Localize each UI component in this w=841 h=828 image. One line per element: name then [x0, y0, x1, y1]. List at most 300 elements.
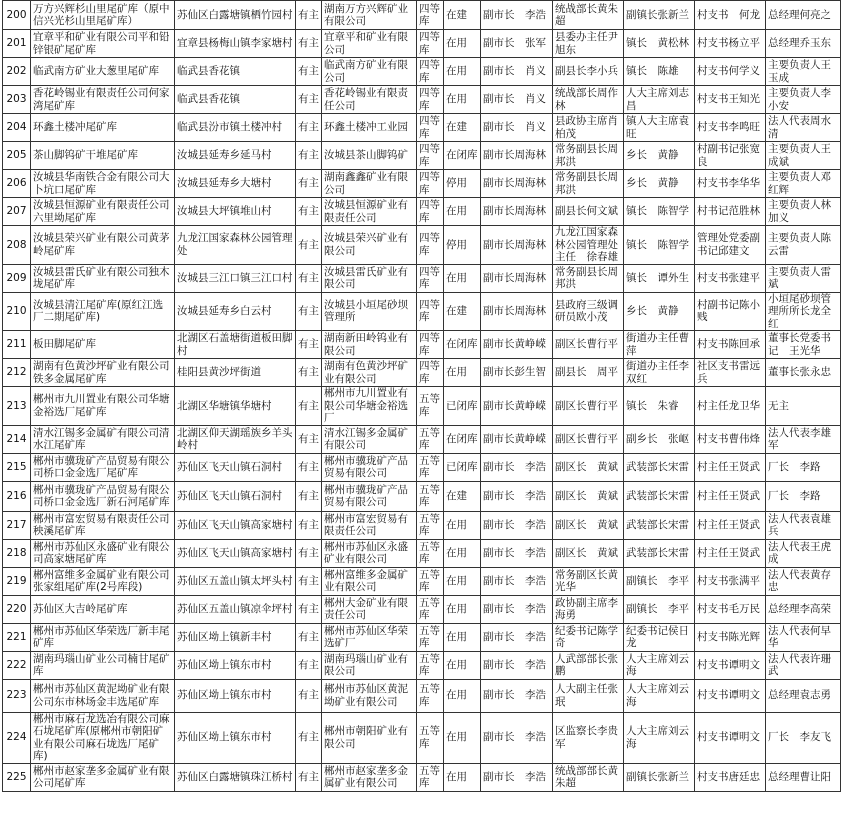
- cell-town: 县政协主席肖柏茂: [553, 114, 624, 142]
- cell-county: 副市长 肖义: [481, 58, 553, 86]
- cell-own: 有主: [296, 387, 322, 426]
- cell-town: 区监察长李贵军: [553, 712, 624, 763]
- cell-comp: 郴州市赵家垄多金属矿业有限公司: [322, 763, 417, 791]
- cell-village: 街道办主任曹萍: [624, 331, 695, 359]
- cell-loc: 苏仙区坳上镇东市村: [175, 712, 296, 763]
- cell-county: 副市长 李浩: [481, 511, 553, 539]
- cell-status: 在用: [444, 679, 481, 712]
- cell-comp: 湖南新田岭钨业有限公司: [322, 331, 417, 359]
- cell-status: 已闭库: [444, 387, 481, 426]
- cell-loc: 北湖区华塘镇华塘村: [175, 387, 296, 426]
- cell-own: 有主: [296, 226, 322, 265]
- cell-cun: 村支书曹伟烽: [695, 425, 766, 453]
- cell-comp: 湖南有色黄沙坪矿业有限公司: [322, 359, 417, 387]
- cell-village: 副镇长 李平: [624, 567, 695, 595]
- cell-no: 216: [3, 481, 31, 511]
- cell-name: 万方兴辉杉山里尾矿库（原中信兴光杉山里尾矿库）: [31, 1, 175, 30]
- cell-comp: 郴州市苏仙区华荣选矿厂: [322, 623, 417, 651]
- cell-grade: 五等库: [417, 623, 444, 651]
- table-row: [3, 1, 841, 30]
- cell-status: 在用: [444, 264, 481, 292]
- table-row: [3, 292, 841, 331]
- cell-county: 副市长 李浩: [481, 623, 553, 651]
- cell-name: 香花岭锡业有限责任公司何家湾尾矿库: [31, 86, 175, 114]
- cell-village: 镇长 陈智学: [624, 226, 695, 265]
- cell-name: 湖南玛瑙山矿业公司楠甘尾矿库: [31, 651, 175, 679]
- cell-town: 副区长 黄斌: [553, 453, 624, 481]
- cell-resp: 主要负责人邓红辉: [766, 170, 841, 198]
- cell-no: 225: [3, 763, 31, 791]
- cell-name: 宜章平和矿业有限公司平和铅锌银矿尾矿库: [31, 30, 175, 58]
- cell-town: 县政府三级调研员欧小茂: [553, 292, 624, 331]
- cell-cun: 村副书记张宽良: [695, 142, 766, 170]
- cell-no: 211: [3, 331, 31, 359]
- cell-no: 223: [3, 679, 31, 712]
- cell-name: 郴州市骥珑矿产品贸易有限公司桥口金金选厂新石河尾矿库: [31, 481, 175, 511]
- cell-name: 汝城县荣兴矿业有限公司黄茅岭尾矿库: [31, 226, 175, 265]
- cell-cun: 村支书陈回承: [695, 331, 766, 359]
- cell-no: 207: [3, 198, 31, 226]
- cell-comp: 郴州市苏仙区永盛矿业有限公司: [322, 539, 417, 567]
- cell-no: 214: [3, 425, 31, 453]
- cell-cun: 村支书张满平: [695, 567, 766, 595]
- cell-name: 郴州市苏仙区黄泥坳矿业有限公司东市林场金丰选尾矿库: [31, 679, 175, 712]
- cell-grade: 四等库: [417, 1, 444, 30]
- cell-cun: 村支书何学义: [695, 58, 766, 86]
- cell-name: 清水江锡多金属矿有限公司清水江尾矿库: [31, 425, 175, 453]
- table-row: [3, 481, 841, 511]
- cell-town: 政协副主席李海勇: [553, 595, 624, 623]
- cell-no: 206: [3, 170, 31, 198]
- cell-town: 常务副区长黄光华: [553, 567, 624, 595]
- cell-status: 在建: [444, 292, 481, 331]
- cell-comp: 宜章平和矿业有限公司: [322, 30, 417, 58]
- cell-county: 副市长 张军: [481, 30, 553, 58]
- cell-grade: 五等库: [417, 679, 444, 712]
- cell-cun: 村支书杨立平: [695, 30, 766, 58]
- cell-no: 215: [3, 453, 31, 481]
- cell-comp: 郴州富维多金属矿业有限公司: [322, 567, 417, 595]
- cell-resp: 总经理乔玉东: [766, 30, 841, 58]
- cell-resp: 无主: [766, 387, 841, 426]
- cell-grade: 五等库: [417, 595, 444, 623]
- cell-loc: 苏仙区飞天山镇高家塘村: [175, 539, 296, 567]
- cell-own: 有主: [296, 763, 322, 791]
- cell-own: 有主: [296, 30, 322, 58]
- cell-resp: 厂长 李友飞: [766, 712, 841, 763]
- cell-own: 有主: [296, 679, 322, 712]
- cell-status: 在用: [444, 539, 481, 567]
- cell-cun: 村支书李华华: [695, 170, 766, 198]
- cell-village: 人大主席刘云海: [624, 712, 695, 763]
- cell-own: 有主: [296, 142, 322, 170]
- cell-comp: 郴州市苏仙区黄泥坳矿业有限公司: [322, 679, 417, 712]
- cell-own: 有主: [296, 86, 322, 114]
- cell-town: 县委办主任尹旭东: [553, 30, 624, 58]
- cell-town: 常务副县长周邦洪: [553, 170, 624, 198]
- cell-no: 200: [3, 1, 31, 30]
- cell-no: 202: [3, 58, 31, 86]
- cell-village: 副镇长 李平: [624, 595, 695, 623]
- cell-resp: 法人代表何早华: [766, 623, 841, 651]
- table-row: [3, 170, 841, 198]
- cell-own: 有主: [296, 114, 322, 142]
- cell-status: 在用: [444, 763, 481, 791]
- table-row: [3, 511, 841, 539]
- table-row: [3, 114, 841, 142]
- cell-resp: 主要负责人林加义: [766, 198, 841, 226]
- cell-no: 213: [3, 387, 31, 426]
- cell-loc: 汝城县延寿乡大塘村: [175, 170, 296, 198]
- table-row: [3, 226, 841, 265]
- cell-county: 副市长 肖义: [481, 114, 553, 142]
- cell-loc: 汝城县三江口镇三江口村: [175, 264, 296, 292]
- cell-no: 209: [3, 264, 31, 292]
- cell-no: 208: [3, 226, 31, 265]
- cell-village: 副乡长 张岖: [624, 425, 695, 453]
- cell-own: 有主: [296, 712, 322, 763]
- table-row: [3, 30, 841, 58]
- cell-comp: 汝城县恒源矿业有限责任公司: [322, 198, 417, 226]
- cell-county: 副市长周海林: [481, 142, 553, 170]
- cell-no: 205: [3, 142, 31, 170]
- cell-loc: 苏仙区坳上镇东市村: [175, 651, 296, 679]
- cell-comp: 香花岭锡业有限责任公司: [322, 86, 417, 114]
- cell-own: 有主: [296, 623, 322, 651]
- cell-name: 郴州市九川置业有限公司华塘金裕选厂尾矿库: [31, 387, 175, 426]
- cell-status: 在闭库: [444, 142, 481, 170]
- cell-status: 在建: [444, 1, 481, 30]
- table-row: [3, 453, 841, 481]
- cell-status: 在用: [444, 511, 481, 539]
- cell-comp: 湖南万方兴辉矿业有限公司: [322, 1, 417, 30]
- cell-grade: 五等库: [417, 387, 444, 426]
- cell-no: 222: [3, 651, 31, 679]
- cell-own: 有主: [296, 425, 322, 453]
- cell-comp: 汝城县雷氏矿业有限公司: [322, 264, 417, 292]
- cell-own: 有主: [296, 453, 322, 481]
- cell-village: 副镇长张新兰: [624, 763, 695, 791]
- cell-resp: 主要负责人陈云雷: [766, 226, 841, 265]
- cell-town: 副县长何文斌: [553, 198, 624, 226]
- cell-name: 郴州富维多金属矿业有限公司张家组尾矿库(2号库段): [31, 567, 175, 595]
- cell-village: 镇长 黄松林: [624, 30, 695, 58]
- cell-county: 副市长黄峥嵘: [481, 331, 553, 359]
- cell-status: 停用: [444, 226, 481, 265]
- cell-name: 郴州市富宏贸易有限责任公司秧溪尾矿库: [31, 511, 175, 539]
- cell-resp: 董事长张永忠: [766, 359, 841, 387]
- cell-cun: 村支书唐廷忠: [695, 763, 766, 791]
- cell-own: 有主: [296, 567, 322, 595]
- cell-cun: 村支书谭明文: [695, 651, 766, 679]
- cell-county: 副市长 李浩: [481, 481, 553, 511]
- cell-town: 副区长 黄斌: [553, 481, 624, 511]
- cell-resp: 董事长党委书记 王光华: [766, 331, 841, 359]
- cell-no: 220: [3, 595, 31, 623]
- table-body: [3, 1, 841, 792]
- cell-village: 武装部长宋雷: [624, 539, 695, 567]
- cell-town: 人武部部长张鹏: [553, 651, 624, 679]
- cell-county: 副市长 李浩: [481, 595, 553, 623]
- cell-cun: 村主任王贤武: [695, 481, 766, 511]
- cell-cun: 村主任王贤武: [695, 539, 766, 567]
- cell-town: 人大副主任张珉: [553, 679, 624, 712]
- cell-no: 217: [3, 511, 31, 539]
- cell-county: 副市长黄峥嵘: [481, 387, 553, 426]
- cell-town: 常务副县长周邦洪: [553, 264, 624, 292]
- cell-loc: 临武县汾市镇土楼冲村: [175, 114, 296, 142]
- cell-comp: 汝城县荣兴矿业有限公司: [322, 226, 417, 265]
- table-row: [3, 712, 841, 763]
- cell-county: 副市长彭生智: [481, 359, 553, 387]
- cell-status: 在用: [444, 30, 481, 58]
- cell-grade: 五等库: [417, 539, 444, 567]
- cell-grade: 四等库: [417, 30, 444, 58]
- cell-resp: 法人代表王虎成: [766, 539, 841, 567]
- cell-grade: 五等库: [417, 481, 444, 511]
- cell-name: 郴州市赵家垄多金属矿业有限公司尾矿库: [31, 763, 175, 791]
- cell-status: 已闭库: [444, 453, 481, 481]
- cell-resp: 主要负责人李小安: [766, 86, 841, 114]
- cell-own: 有主: [296, 595, 322, 623]
- table-row: [3, 679, 841, 712]
- cell-name: 临武南方矿业大葱里尾矿库: [31, 58, 175, 86]
- cell-status: 在用: [444, 623, 481, 651]
- cell-status: 在用: [444, 359, 481, 387]
- cell-village: 武装部长宋雷: [624, 481, 695, 511]
- cell-comp: 清水江锡多金属矿有限公司: [322, 425, 417, 453]
- cell-name: 郴州市苏仙区华荣选厂新丰尾矿库: [31, 623, 175, 651]
- cell-name: 茶山脚钨矿干堆尾矿库: [31, 142, 175, 170]
- cell-village: 人大主席刘云海: [624, 651, 695, 679]
- cell-no: 203: [3, 86, 31, 114]
- cell-county: 副市长周海林: [481, 198, 553, 226]
- cell-no: 204: [3, 114, 31, 142]
- table-row: [3, 331, 841, 359]
- cell-village: 副镇长张新兰: [624, 1, 695, 30]
- cell-resp: 法人代表李雄军: [766, 425, 841, 453]
- cell-grade: 四等库: [417, 170, 444, 198]
- table-row: [3, 763, 841, 791]
- cell-county: 副市长 李浩: [481, 453, 553, 481]
- cell-own: 有主: [296, 198, 322, 226]
- cell-village: 乡长 黄静: [624, 142, 695, 170]
- cell-cun: 村支书王知光: [695, 86, 766, 114]
- cell-grade: 四等库: [417, 264, 444, 292]
- cell-loc: 宜章县杨梅山镇李家塘村: [175, 30, 296, 58]
- cell-county: 副市长 李浩: [481, 567, 553, 595]
- cell-loc: 汝城县延寿乡白云村: [175, 292, 296, 331]
- tailings-reservoir-table: [2, 0, 841, 792]
- cell-grade: 四等库: [417, 198, 444, 226]
- cell-no: 212: [3, 359, 31, 387]
- cell-status: 在用: [444, 86, 481, 114]
- cell-village: 人大主席刘志昌: [624, 86, 695, 114]
- cell-grade: 五等库: [417, 511, 444, 539]
- cell-comp: 郴州市富宏贸易有限责任公司: [322, 511, 417, 539]
- cell-no: 224: [3, 712, 31, 763]
- cell-own: 有主: [296, 539, 322, 567]
- cell-comp: 郴州市骥珑矿产品贸易有限公司: [322, 481, 417, 511]
- cell-name: 环鑫土楼冲尾矿库: [31, 114, 175, 142]
- cell-own: 有主: [296, 292, 322, 331]
- cell-grade: 五等库: [417, 712, 444, 763]
- table-row: [3, 651, 841, 679]
- cell-cun: 村支书李鸣旺: [695, 114, 766, 142]
- cell-no: 210: [3, 292, 31, 331]
- cell-cun: 村主任龙卫华: [695, 387, 766, 426]
- cell-grade: 四等库: [417, 142, 444, 170]
- cell-own: 有主: [296, 1, 322, 30]
- cell-grade: 四等库: [417, 292, 444, 331]
- cell-status: 停用: [444, 170, 481, 198]
- cell-loc: 汝城县大坪镇堆山村: [175, 198, 296, 226]
- cell-no: 218: [3, 539, 31, 567]
- cell-own: 有主: [296, 58, 322, 86]
- cell-resp: 总经理何亮之: [766, 1, 841, 30]
- cell-village: 街道办主任李双红: [624, 359, 695, 387]
- cell-loc: 九龙江国家森林公园管理处: [175, 226, 296, 265]
- cell-resp: 法人代表袁雄兵: [766, 511, 841, 539]
- table-row: [3, 567, 841, 595]
- cell-resp: 法人代表周水清: [766, 114, 841, 142]
- cell-loc: 桂阳县黄沙坪街道: [175, 359, 296, 387]
- cell-town: 统战部长周作林: [553, 86, 624, 114]
- cell-cun: 村书记范胜林: [695, 198, 766, 226]
- cell-county: 副市长 李浩: [481, 539, 553, 567]
- cell-cun: 管理处党委副书记邱建文: [695, 226, 766, 265]
- table-row: [3, 86, 841, 114]
- cell-village: 镇长 陈智学: [624, 198, 695, 226]
- cell-resp: 主要负责人雷斌: [766, 264, 841, 292]
- table-row: [3, 623, 841, 651]
- cell-name: 郴州市骥珑矿产品贸易有限公司桥口金金选厂尾矿库: [31, 453, 175, 481]
- cell-resp: 厂长 李路: [766, 453, 841, 481]
- cell-cun: 村主任王贤武: [695, 511, 766, 539]
- cell-name: 郴州市苏仙区永盛矿业有限公司高家塘尾矿库: [31, 539, 175, 567]
- cell-town: 副县长李小兵: [553, 58, 624, 86]
- cell-resp: 小垣尾砂坝管理所所长龙全红: [766, 292, 841, 331]
- cell-comp: 环鑫土楼冲工业园: [322, 114, 417, 142]
- cell-loc: 苏仙区飞天山镇石洞村: [175, 453, 296, 481]
- cell-town: 常务副县长周邦洪: [553, 142, 624, 170]
- cell-no: 201: [3, 30, 31, 58]
- cell-county: 副市长 李浩: [481, 651, 553, 679]
- cell-village: 武装部长宋雷: [624, 511, 695, 539]
- cell-status: 在用: [444, 712, 481, 763]
- cell-comp: 湖南玛瑙山矿业有限公司: [322, 651, 417, 679]
- cell-county: 副市长周海林: [481, 264, 553, 292]
- cell-loc: 临武县香花镇: [175, 86, 296, 114]
- cell-status: 在建: [444, 481, 481, 511]
- cell-comp: 汝城县茶山脚钨矿: [322, 142, 417, 170]
- cell-resp: 厂长 李路: [766, 481, 841, 511]
- cell-own: 有主: [296, 170, 322, 198]
- cell-name: 汝城县雷氏矿业有限公司独木垅尾矿库: [31, 264, 175, 292]
- cell-name: 苏仙区大吉岭尾矿库: [31, 595, 175, 623]
- cell-grade: 四等库: [417, 359, 444, 387]
- cell-loc: 北湖区石盖塘街道板田脚村: [175, 331, 296, 359]
- cell-cun: 村支书陈光辉: [695, 623, 766, 651]
- cell-cun: 村支书谭明文: [695, 679, 766, 712]
- table-row: [3, 264, 841, 292]
- cell-county: 副市长 肖义: [481, 86, 553, 114]
- cell-status: 在用: [444, 567, 481, 595]
- table-row: [3, 198, 841, 226]
- cell-comp: 郴州市九川置业有限公司华塘金裕选厂: [322, 387, 417, 426]
- cell-resp: 法人代表黄存忠: [766, 567, 841, 595]
- cell-village: 镇长 朱睿: [624, 387, 695, 426]
- cell-village: 人大主席刘云海: [624, 679, 695, 712]
- cell-town: 副区长曹行平: [553, 387, 624, 426]
- table-row: [3, 359, 841, 387]
- cell-status: 在用: [444, 198, 481, 226]
- cell-resp: 总经理袁志勇: [766, 679, 841, 712]
- cell-loc: 北湖区仰天湖瑶族乡羊头岭村: [175, 425, 296, 453]
- cell-town: 副区长曹行平: [553, 425, 624, 453]
- cell-comp: 郴州市朝阳矿业有限公司: [322, 712, 417, 763]
- cell-cun: 村支书 何龙: [695, 1, 766, 30]
- cell-grade: 四等库: [417, 58, 444, 86]
- cell-grade: 五等库: [417, 567, 444, 595]
- cell-comp: 郴州市骥珑矿产品贸易有限公司: [322, 453, 417, 481]
- cell-town: 纪委书记陈学奇: [553, 623, 624, 651]
- cell-own: 有主: [296, 331, 322, 359]
- cell-county: 副市长黄峥嵘: [481, 425, 553, 453]
- cell-comp: 湖南鑫鑫矿业有限公司: [322, 170, 417, 198]
- cell-village: 乡长 黄静: [624, 292, 695, 331]
- cell-name: 汝城县清江尾矿库(原红江选厂二期尾矿库): [31, 292, 175, 331]
- cell-own: 有主: [296, 359, 322, 387]
- table-row: [3, 142, 841, 170]
- cell-grade: 四等库: [417, 226, 444, 265]
- cell-cun: 村支书张建平: [695, 264, 766, 292]
- cell-status: 在用: [444, 651, 481, 679]
- cell-county: 副市长 李浩: [481, 679, 553, 712]
- table-row: [3, 387, 841, 426]
- cell-loc: 苏仙区白露塘镇珠江桥村: [175, 763, 296, 791]
- cell-resp: 法人代表许珊武: [766, 651, 841, 679]
- cell-loc: 汝城县延寿乡延马村: [175, 142, 296, 170]
- cell-status: 在闭库: [444, 331, 481, 359]
- table-row: [3, 425, 841, 453]
- cell-own: 有主: [296, 264, 322, 292]
- cell-cun: 社区支书雷远兵: [695, 359, 766, 387]
- cell-name: 汝城县华南铁合金有限公司大卜坑口尾矿库: [31, 170, 175, 198]
- table-row: [3, 539, 841, 567]
- cell-village: 镇人大主席袁旺: [624, 114, 695, 142]
- cell-comp: 临武南方矿业有限公司: [322, 58, 417, 86]
- cell-grade: 四等库: [417, 114, 444, 142]
- cell-loc: 苏仙区坳上镇新丰村: [175, 623, 296, 651]
- cell-grade: 四等库: [417, 331, 444, 359]
- cell-town: 九龙江国家森林公园管理处主任 徐春雄: [553, 226, 624, 265]
- cell-loc: 临武县香花镇: [175, 58, 296, 86]
- cell-loc: 苏仙区飞天山镇高家塘村: [175, 511, 296, 539]
- cell-county: 副市长周海林: [481, 170, 553, 198]
- cell-resp: 总经理李高荣: [766, 595, 841, 623]
- cell-town: 统战部长黄朱超: [553, 1, 624, 30]
- cell-cun: 村支书毛万民: [695, 595, 766, 623]
- cell-name: 汝城县恒源矿业有限责任公司六里坳尾矿库: [31, 198, 175, 226]
- cell-grade: 五等库: [417, 453, 444, 481]
- cell-county: 副市长 李浩: [481, 763, 553, 791]
- cell-loc: 苏仙区五盖山镇凉伞坪村: [175, 595, 296, 623]
- cell-village: 武装部长宋雷: [624, 453, 695, 481]
- cell-cun: 村主任王贤武: [695, 453, 766, 481]
- cell-name: 郴州市麻石龙选冶有限公司麻石垅尾矿库(原郴州市朝阳矿业有限公司麻石垅选厂尾矿库): [31, 712, 175, 763]
- table-row: [3, 58, 841, 86]
